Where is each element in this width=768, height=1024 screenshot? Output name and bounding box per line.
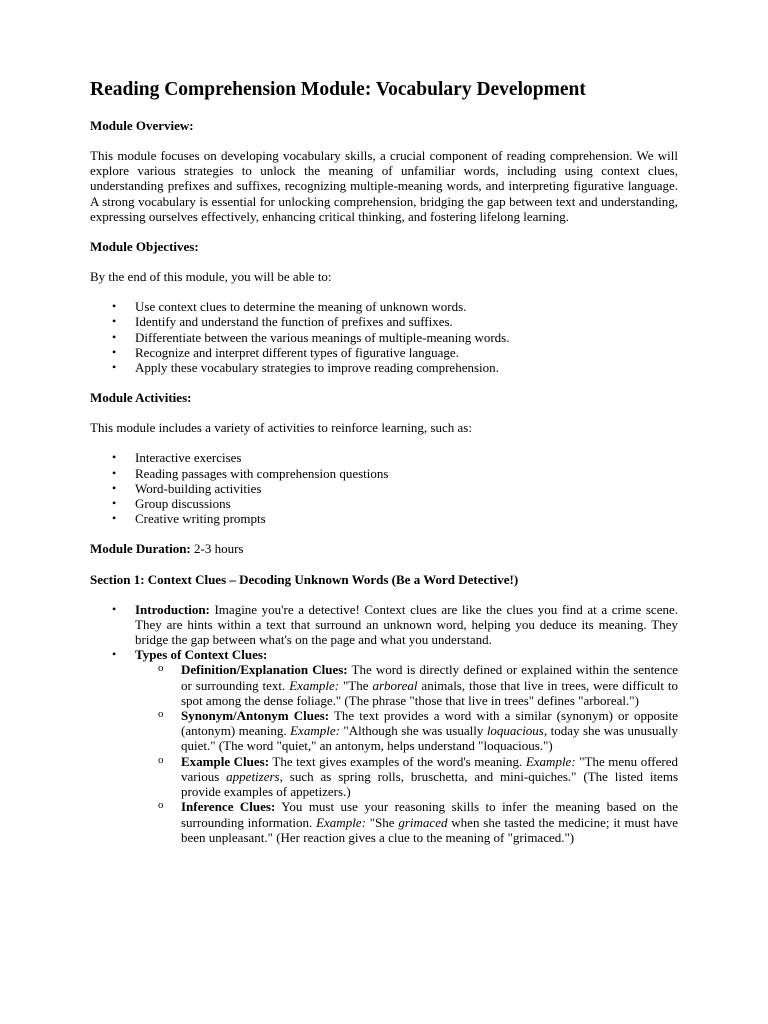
clue-text: when she tasted the medicine; it must have been unpleasant." (Her reaction gives a clue to the meaning of "grimaced.") bbox=[181, 814, 678, 845]
clue-text: The text provides a word with a similar (synonym) or opposite (antonym) meaning. bbox=[181, 708, 678, 739]
example-word: loquacious bbox=[486, 723, 544, 739]
objectives-heading: Module Objectives: bbox=[90, 239, 199, 255]
clue-text: animals, those that live in trees, were difficult to spot among the dense foliage." (The phrase "those that live in trees" defines "arboreal.") bbox=[181, 677, 678, 708]
section1-heading: Section 1: Context Clues – Decoding Unknown Words (Be a Word Detective!) bbox=[90, 571, 519, 587]
clue-text: You must use your reasoning skills to infer the meaning based on the surrounding information. bbox=[181, 799, 678, 830]
clue-text: The word is directly defined or explained within the sentence or surrounding text. bbox=[181, 662, 678, 693]
list-item: • Use context clues to determine the meaning of unknown words. bbox=[90, 299, 678, 314]
overview-heading: Module Overview: bbox=[90, 118, 194, 133]
duration-line bbox=[90, 541, 678, 556]
example-word: arboreal bbox=[372, 677, 418, 693]
activities-heading: Module Activities: bbox=[90, 390, 192, 406]
context-clue-types bbox=[135, 662, 678, 844]
duration-label: Module Duration: bbox=[90, 541, 191, 557]
intro-text: Imagine you're a detective! Context clues are like the clues you find at a crime scene. They are hints within a text that surround an unknown word, helping you deduce its meaning. They bridge the gap between what's on the page and what you understand. bbox=[135, 601, 678, 648]
types-label: Types of Context Clues: bbox=[135, 647, 268, 663]
clue-text: "The bbox=[339, 677, 373, 693]
list-item: • Creative writing prompts bbox=[90, 511, 678, 526]
list-item: • Recognize and interpret different types of figurative language. bbox=[90, 345, 678, 360]
list-item: • Group discussions bbox=[90, 496, 678, 511]
clue-text: , today she was unusually quiet." (The word "quiet," an antonym, helps understand "loquacious.") bbox=[181, 723, 678, 754]
document-page bbox=[90, 78, 678, 845]
duration-value: 2-3 hours bbox=[190, 541, 244, 557]
example-label: Example: bbox=[316, 814, 366, 830]
example-label: Example: bbox=[525, 753, 576, 769]
clue-label: Synonym/Antonym Clues: bbox=[181, 708, 330, 724]
objectives-list bbox=[90, 299, 678, 375]
example-label: Example: bbox=[289, 677, 340, 693]
example-label: Example: bbox=[290, 723, 340, 739]
list-item bbox=[90, 602, 678, 648]
clue-text: , such as spring rolls, bruschetta, and mini-quiches." (The listed items provide examples of appetizers.) bbox=[181, 768, 679, 800]
example-word: appetizers bbox=[226, 768, 280, 784]
clue-text: "Although she was usually bbox=[339, 723, 487, 739]
example-word: grimaced bbox=[398, 814, 448, 830]
clue-text: The text gives examples of the word's meaning. bbox=[269, 753, 526, 769]
document-title: Reading Comprehension Module: Vocabulary Development bbox=[90, 79, 586, 100]
list-item: • Apply these vocabulary strategies to improve reading comprehension. bbox=[90, 360, 678, 375]
list-item bbox=[90, 647, 678, 845]
list-item bbox=[90, 708, 678, 754]
clue-text: "The menu offered various bbox=[181, 753, 678, 784]
list-item: • Differentiate between the various meanings of multiple-meaning words. bbox=[90, 330, 678, 345]
clue-label: Inference Clues: bbox=[181, 799, 276, 815]
clue-label: Definition/Explanation Clues: bbox=[181, 662, 348, 678]
clue-text: "She bbox=[365, 814, 399, 830]
list-item bbox=[90, 799, 678, 845]
list-item bbox=[90, 662, 678, 708]
list-item: • Reading passages with comprehension questions bbox=[90, 466, 678, 481]
list-item: • Word-building activities bbox=[90, 481, 678, 496]
activities-list bbox=[90, 450, 678, 526]
activities-intro: This module includes a variety of activities to reinforce learning, such as: bbox=[90, 420, 472, 436]
list-item: • Interactive exercises bbox=[90, 450, 678, 465]
list-item: • Identify and understand the function of prefixes and suffixes. bbox=[90, 314, 678, 329]
overview-text: This module focuses on developing vocabulary skills, a crucial component of reading comprehension. We will explore various strategies to unlock the meaning of unfamiliar words, including using context clues, understanding prefixes and suffixes, recognizing multiple-meaning words, and interpreting figurative language. A strong vocabulary is essential for unlocking comprehension, bridging the gap between text and understanding, expressing ourselves effectively, enhancing critical thinking, and fostering lifelong learning. bbox=[90, 148, 678, 224]
intro-label: Introduction: bbox=[135, 601, 210, 617]
section1-list bbox=[90, 602, 678, 845]
clue-label: Example Clues: bbox=[181, 753, 270, 769]
list-item bbox=[90, 754, 678, 800]
objectives-intro: By the end of this module, you will be able to: bbox=[90, 269, 332, 285]
